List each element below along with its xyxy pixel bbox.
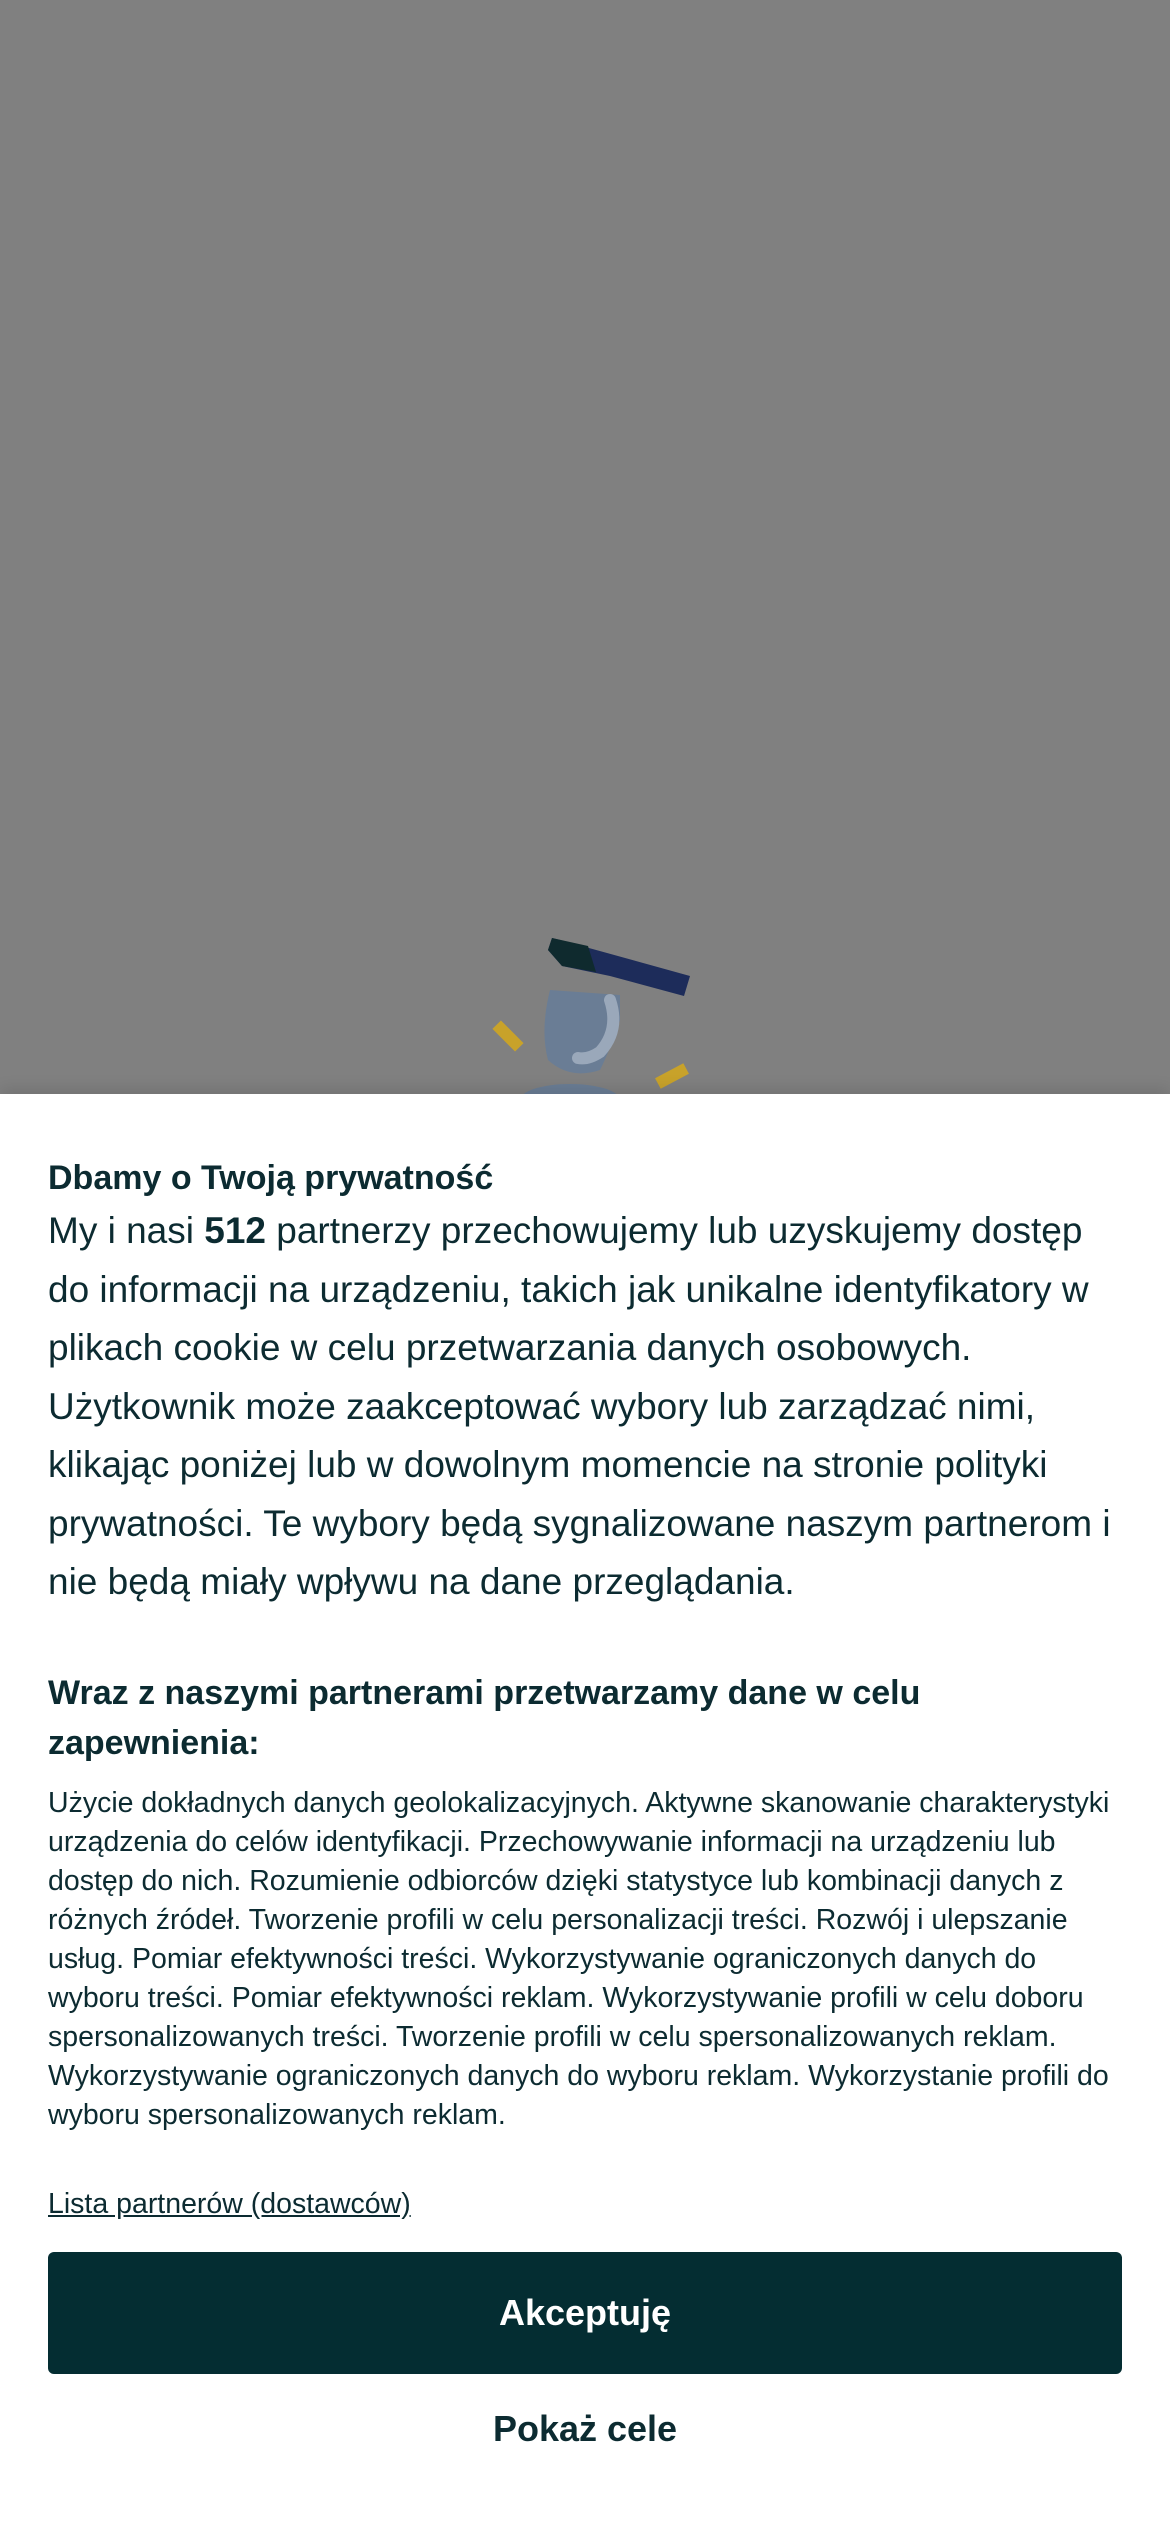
purposes-list-text: Użycie dokładnych danych geolokalizacyjnych. Aktywne skanowanie charakterystyki urządzenia do celów identyfikacji. Przechowywanie informacji na urządzeniu lub dostęp do nich. Rozumienie odbiorców dzięki statystyce lub kombinacji danych z różnych źródeł. Tworzenie profili w celu personalizacji treści. Rozwój i ulepszanie usług. Pomiar efektywności treści. Wykorzystywanie ograniczonych danych do wyboru treści. Pomiar efektywności reklam. Wykorzystywanie profili w celu doboru spersonalizowanych treści. Tworzenie profili w celu spersonalizowanych reklam. Wykorzystywanie ograniczonych danych do wyboru reklam. Wykorzystanie profili do wyboru spersonalizowanych reklam. bbox=[48, 1787, 1110, 2131]
consent-sheet bbox=[0, 1094, 1170, 2532]
show-purposes-button[interactable]: Pokaż cele bbox=[48, 2394, 1122, 2464]
consent-intro-text bbox=[48, 1202, 1122, 1612]
intro-text-after: partnerzy przechowujemy lub uzyskujemy dostęp do informacji na urządzeniu, takich jak unikalne identyfikatory w plikach cookie w celu przetwarzania danych osobowych. Użytkownik może zaakceptować wybory lub zarządzać nimi, klikając poniżej lub w dowolnym momencie na stronie polityki prywatności. Te wybory będą sygnalizowane naszym partnerom i nie będą miały wpływu na dane przeglądania. bbox=[48, 1210, 1111, 1602]
partners-list-link[interactable]: Lista partnerów (dostawców) bbox=[48, 2188, 411, 2220]
partner-count: 512 bbox=[204, 1210, 266, 1251]
intro-text-before: My i nasi bbox=[48, 1210, 205, 1251]
consent-title: Dbamy o Twoją prywatność bbox=[48, 1159, 494, 1197]
purposes-heading: Wraz z naszymi partnerami przetwarzamy dane w celu zapewnienia: bbox=[48, 1674, 921, 1762]
mascot-illustration-icon bbox=[470, 920, 710, 1100]
accept-button[interactable]: Akceptuję bbox=[48, 2252, 1122, 2374]
